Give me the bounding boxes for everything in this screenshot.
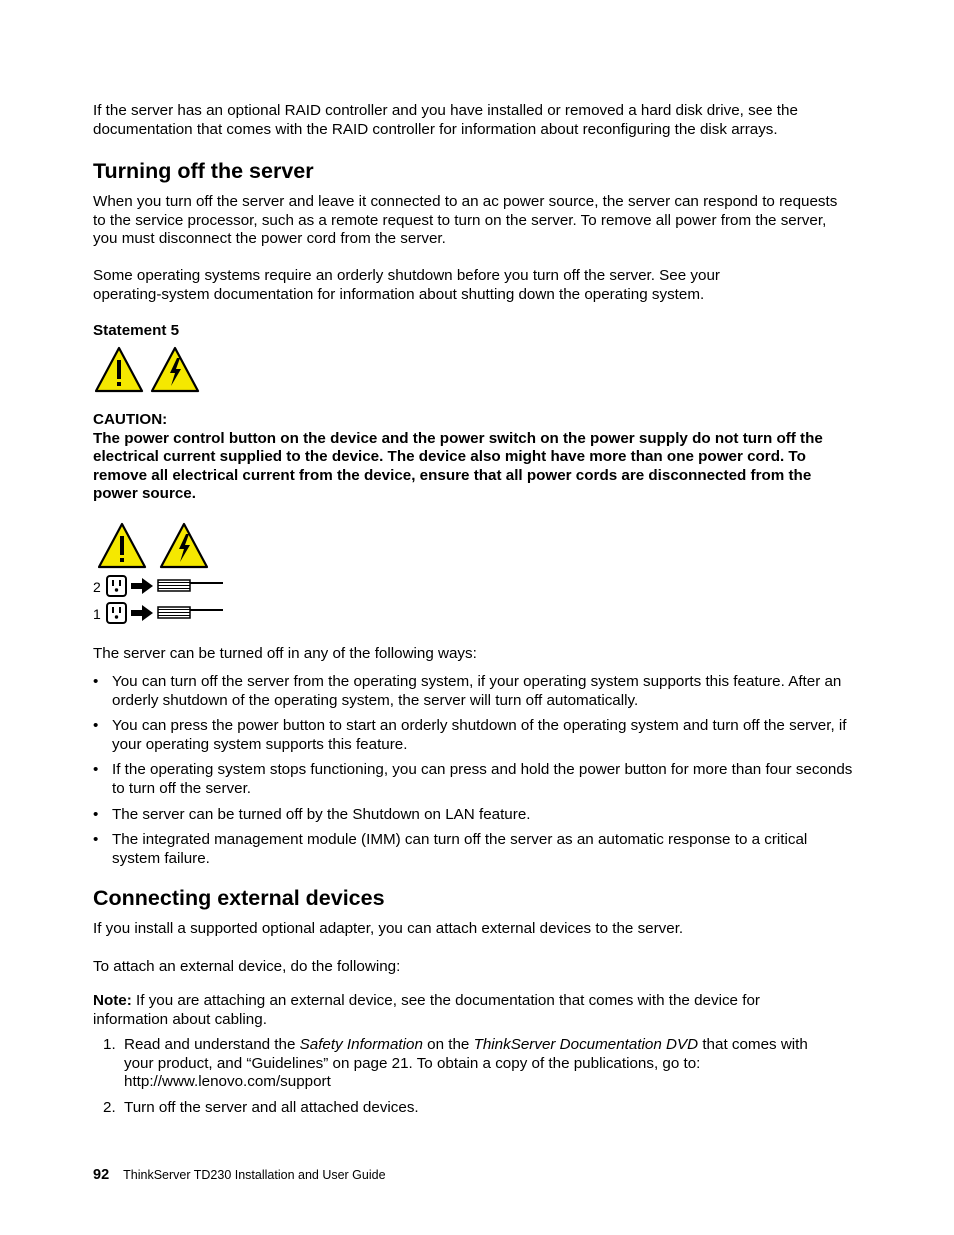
turn-off-paragraph-2: Some operating systems require an orderly shutdown before you turn off the server. See your operating-system documentation for information about shutting down the operating system. bbox=[93, 267, 720, 303]
list-item bbox=[93, 806, 853, 825]
step-text-mid: on the bbox=[422, 1036, 474, 1053]
bullet-glyph: • bbox=[93, 805, 99, 823]
shutdown-ways-list bbox=[93, 673, 853, 868]
step-text-pre: Read and understand the bbox=[124, 1036, 300, 1053]
footer-title: ThinkServer TD230 Installation and User Guide bbox=[123, 1168, 386, 1182]
intro-line-2: documentation that comes with the RAID controller for information about reconfiguring the disk arrays. bbox=[93, 120, 778, 138]
step-text: Turn off the server and all attached devices. bbox=[124, 1098, 419, 1116]
note-text: If you are attaching an external device, see the documentation that comes with the device for information about cabling. bbox=[93, 992, 760, 1028]
right-arrow-icon bbox=[131, 605, 153, 621]
list-item bbox=[93, 1099, 853, 1118]
external-paragraph-1: If you install a supported optional adapter, you can attach external devices to the server. bbox=[93, 920, 684, 937]
caution-icons bbox=[98, 522, 212, 575]
caution-label: CAUTION: bbox=[93, 411, 168, 428]
list-item bbox=[93, 761, 853, 798]
list-item-text: You can press the power button to start an orderly shutdown of the operating system and turn off the server, if your operating system supports this feature. bbox=[112, 717, 847, 753]
list-item-text: The integrated management module (IMM) can turn off the server as an automatic response to a critical system failure. bbox=[112, 831, 808, 867]
statement-icons bbox=[95, 346, 203, 399]
high-voltage-icon bbox=[152, 348, 198, 391]
bullet-glyph: • bbox=[93, 717, 99, 735]
note-label: Note: bbox=[93, 992, 132, 1009]
power-cord-row-1 bbox=[106, 601, 226, 632]
power-plug-icon bbox=[158, 607, 223, 618]
list-item bbox=[93, 717, 853, 754]
right-arrow-icon bbox=[131, 578, 153, 594]
list-item bbox=[93, 673, 853, 710]
cord-label-1: 1 bbox=[93, 606, 101, 622]
step-text-post: that comes with your product, and “Guidelines” on page 21. To obtain a copy of the publications, go to: http://www.lenovo.com/support bbox=[124, 1036, 808, 1091]
list-item bbox=[93, 1036, 836, 1092]
bullet-glyph: • bbox=[93, 761, 99, 779]
warning-triangle-icon bbox=[99, 524, 145, 567]
caution-block bbox=[93, 411, 845, 504]
intro-paragraph bbox=[93, 102, 853, 139]
power-outlet-icon bbox=[107, 603, 126, 623]
external-paragraph-2: To attach an external device, do the following: bbox=[93, 958, 401, 975]
turn-off-paragraph-1: When you turn off the server and leave it connected to an ac power source, the server can respond to requests to the service processor, such as a remote request to turn on the server. To remove all power from the server, you must disconnect the power cord from the server. bbox=[93, 193, 838, 248]
list-item-text: You can turn off the server from the operating system, if your operating system supports this feature. After an orderly shutdown of the operating system, the server will turn off automatically. bbox=[112, 673, 842, 709]
note-paragraph bbox=[93, 992, 813, 1029]
step-number: 2. bbox=[103, 1098, 116, 1116]
step-number: 1. bbox=[103, 1036, 116, 1053]
section-heading-turning-off: Turning off the server bbox=[93, 159, 314, 183]
page-number: 92 bbox=[93, 1167, 110, 1183]
warning-triangle-icon bbox=[96, 348, 142, 391]
bullet-glyph: • bbox=[93, 831, 99, 849]
bullet-glyph: • bbox=[93, 673, 99, 690]
section-heading-external-devices: Connecting external devices bbox=[93, 886, 385, 910]
list-item-text: If the operating system stops functioning, you can press and hold the power button for more than four seconds to turn off the server. bbox=[112, 761, 853, 797]
power-plug-icon bbox=[158, 580, 223, 591]
list-item-text: The server can be turned off by the Shutdown on LAN feature. bbox=[112, 805, 531, 823]
cord-label-2: 2 bbox=[93, 579, 101, 595]
steps-list bbox=[93, 1036, 853, 1117]
step-emphasis-dvd: ThinkServer Documentation DVD bbox=[473, 1036, 699, 1053]
intro-line-1: If the server has an optional RAID controller and you have installed or removed a hard disk drive, see the bbox=[93, 102, 798, 119]
ways-intro: The server can be turned off in any of the following ways: bbox=[93, 645, 477, 662]
power-outlet-icon bbox=[107, 576, 126, 596]
caution-text: The power control button on the device and the power switch on the power supply do not turn off the electrical current supplied to the device. The device also might have more than one power cord. To remove all electrical current from the device, ensure that all power cords are disconnected from the power source. bbox=[93, 429, 823, 503]
high-voltage-icon bbox=[161, 524, 207, 567]
page-footer bbox=[93, 1166, 386, 1184]
list-item bbox=[93, 831, 853, 868]
step-emphasis-safety: Safety Information bbox=[299, 1036, 423, 1053]
statement-label: Statement 5 bbox=[93, 322, 180, 339]
